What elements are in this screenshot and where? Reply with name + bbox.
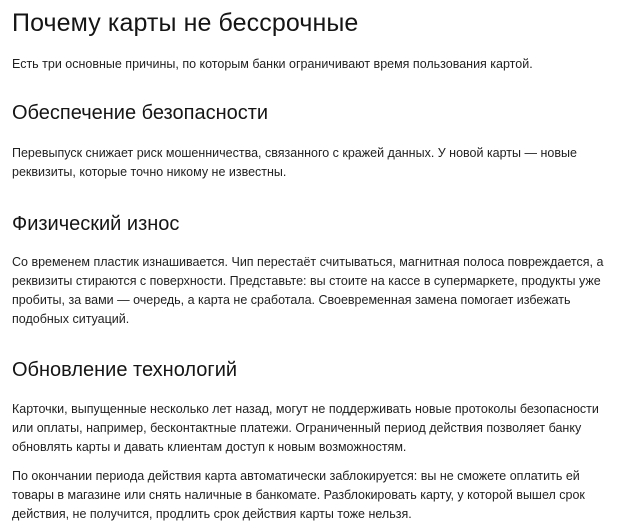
section-paragraph-technology-update: Карточки, выпущенные несколько лет назад, могут не поддерживать новые протоколы безопасности или оплаты, например, бесконтактные платежи. Ограниченный период действия позволяет банку обновлять карты и давать клиентам доступ к новым возможностям. [12,402,599,454]
page-title: Почему карты не бессрочные [12,9,359,37]
intro-paragraph: Есть три основные причины, по которым банки ограничивают время пользования картой. [12,57,533,71]
section-paragraph-security: Перевыпуск снижает риск мошенничества, связанного с кражей данных. У новой карты — новые реквизиты, которые точно никому не известны. [12,146,577,179]
section-paragraph-physical-wear: Со временем пластик изнашивается. Чип перестаёт считываться, магнитная полоса повреждается, а реквизиты стираются с поверхности. Представьте: вы стоите на кассе в супермаркете, продукты уже пробиты, за вами — очередь, а карта не сработала. Своевременная замена помогает избежать подобных ситуаций. [12,255,604,326]
section-paragraph-expiration: По окончании периода действия карта автоматически заблокируется: вы не сможете оплатить ей товары в магазине или снять наличные в банкомате. Разблокировать карту, у которой вышел срок действия, не получится, продлить срок действия карты тоже нельзя. [12,469,585,521]
section-heading-technology-update: Обновление технологий [12,359,238,381]
section-heading-security: Обеспечение безопасности [12,102,269,124]
section-heading-physical-wear: Физический износ [12,213,180,235]
